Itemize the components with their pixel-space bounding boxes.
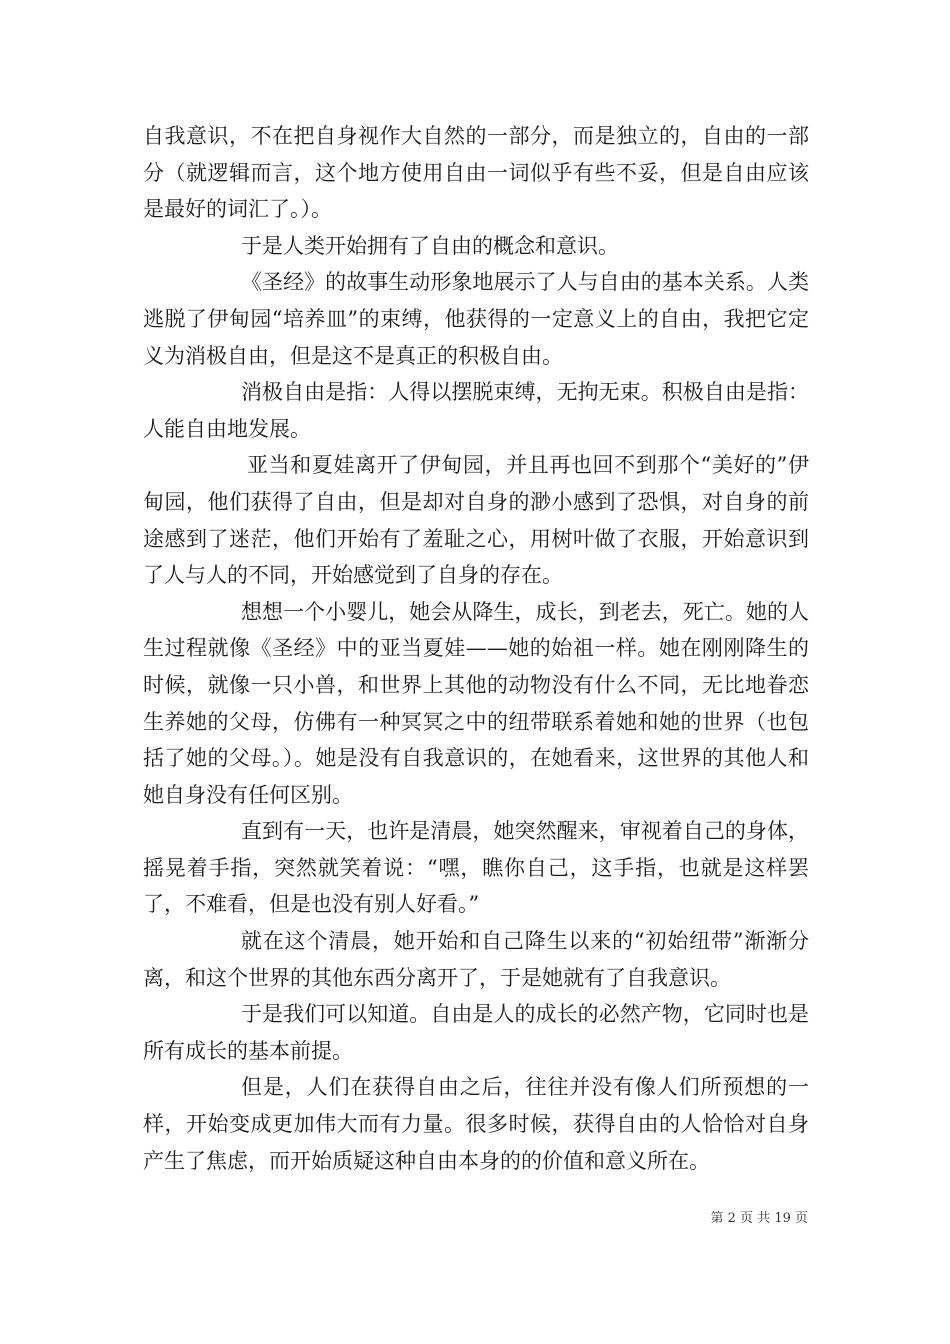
document-body [143, 118, 809, 1179]
paragraph: 于是人类开始拥有了自由的概念和意识。 [241, 233, 619, 258]
paragraph: 于是我们可以知道。自由是人的成长的必然产物，它同时也是所有成长的基本前提。 [143, 1002, 809, 1063]
paragraph: 直到有一天，也许是清晨，她突然醒来，审视着自己的身体，摇晃着手指，突然就笑着说：“嘿，瞧你自己，这手指，也就是这样罢了，不难看，但是也没有别人好看。” [143, 819, 809, 917]
paragraph: 亚当和夏娃离开了伊甸园，并且再也回不到那个“美好的”伊甸园，他们获得了自由，但是却对自身的渺小感到了恐惧，对自身的前途感到了迷茫，他们开始有了羞耻之心，用树叶做了衣服，开始意识到了人与人的不同，开始感觉到了自身的存在。 [143, 453, 809, 588]
page-number-footer: 第 2 页 共 19 页 [710, 1211, 808, 1226]
paragraph: 但是，人们在获得自由之后，往往并没有像人们所预想的一样，开始变成更加伟大而有力量。很多时候，获得自由的人恰恰对自身产生了焦虑，而开始质疑这种自由本身的的价值和意义所在。 [143, 1075, 809, 1173]
paragraph: 自我意识，不在把自身视作大自然的一部分，而是独立的，自由的一部分（就逻辑而言，这个地方使用自由一词似乎有些不妥，但是自由应该是最好的词汇了。）。 [143, 124, 809, 222]
paragraph: 就在这个清晨，她开始和自己降生以来的“初始纽带”渐渐分离，和这个世界的其他东西分离开了，于是她就有了自我意识。 [143, 929, 809, 990]
paragraph: 消极自由是指：人得以摆脱束缚，无拘无束。积极自由是指：人能自由地发展。 [143, 380, 809, 441]
paragraph: 《圣经》的故事生动形象地展示了人与自由的基本关系。人类逃脱了伊甸园“培养皿”的束缚，他获得的一定意义上的自由，我把它定义为消极自由，但是这不是真正的积极自由。 [143, 270, 809, 368]
paragraph: 想想一个小婴儿，她会从降生，成长，到老去，死亡。她的人生过程就像《圣经》中的亚当夏娃——她的始祖一样。她在刚刚降生的时候，就像一只小兽，和世界上其他的动物没有什么不同，无比地眷恋生养她的父母，仿佛有一种冥冥之中的纽带联系着她和她的世界（也包括了她的父母。）。她是没有自我意识的，在她看来，这世界的其他人和她自身没有任何区别。 [143, 599, 809, 807]
